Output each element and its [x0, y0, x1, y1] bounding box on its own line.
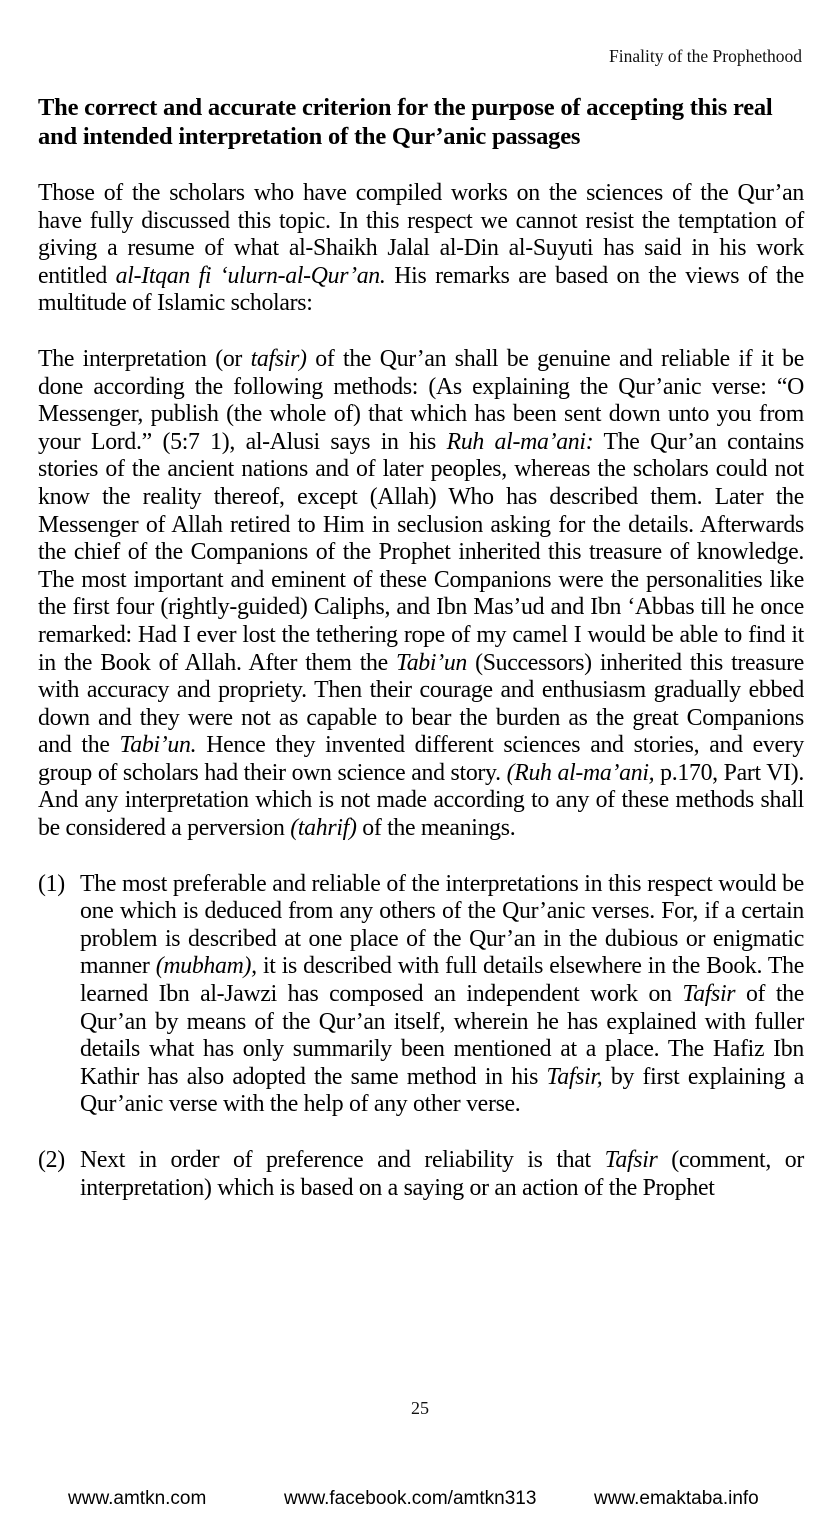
book-title: Ruh al-ma’ani: — [446, 428, 594, 455]
text-run: Hence they invented different sciences and stories, and every group of scholars had their own science and story. — [38, 732, 804, 786]
text-run: p.170, Part VI). And any interpretation which is not made according to any of these methods shall be considered a perversion — [38, 759, 804, 842]
paragraph-intro — [38, 180, 804, 318]
text-run: The interpretation (or — [38, 345, 251, 372]
italic-term: Tafsir — [682, 981, 736, 1008]
italic-term: (mubham), — [155, 953, 257, 980]
text-run: of the meanings. — [356, 815, 516, 842]
text-run: The Qur’an contains stories of the ancient nations and of later peoples, whereas the scholars could not know the reality thereof, except (Allah) Who has described them. Later the Messenger of Allah retired to Him in seclusion asking for the details. Afterwards the chief of the Companions of the Prophet inherited this treasure of knowledge. The most important and eminent of these Companions were the personalities like the first four (rightly-guided) Caliphs, and Ibn Mas’ud and Ibn ‘Abbas till he once remarked: Had I ever lost the tethering rope of my camel I would be able to find it in the Book of Allah. After them the — [38, 428, 805, 676]
book-title: (Ruh al-ma’ani, — [506, 759, 655, 786]
italic-term: (tahrif) — [290, 815, 357, 842]
list-item-1 — [38, 870, 805, 1119]
paragraph-interpretation — [38, 346, 804, 843]
list-number: (2) — [38, 1147, 65, 1173]
body-text — [38, 180, 804, 1230]
section-heading: The correct and accurate criterion for the purpose of accepting this real and intended interpretation of the Qur’anic passages — [38, 94, 773, 150]
italic-term: Tafsir — [604, 1147, 658, 1173]
italic-term: tafsir) — [250, 345, 307, 372]
text-run: His remarks are based on the views of the multitude of Islamic scholars: — [38, 262, 804, 317]
text-run: Those of the scholars who have compiled works on the sciences of the Qur’an have fully discussed this topic. In this respect we cannot resist the temptation of giving a resume of what al-Shaikh Jalal al-Din al-Suyuti has said in his work entitled — [38, 180, 804, 289]
text-run: (comment, or interpretation) which is based on a saying or an action of the Prophet — [80, 1147, 804, 1201]
list-number: (1) — [38, 870, 65, 897]
text-run: The most preferable and reliable of the interpretations in this respect would be one which is deduced from any others of the Qur’anic verses. For, if a certain problem is described at one place of the Qur’an in the dubious or enigmatic manner — [80, 870, 804, 980]
book-title: al-Itqan fi ‘ulurn-al-Qur’an. — [115, 262, 386, 289]
text-run: it is described with full details elsewhere in the Book. The learned Ibn al-Jawzi has composed an independent work on — [80, 953, 804, 1008]
text-run: Next in order of preference and reliability is that — [80, 1147, 605, 1173]
page-number: 25 — [411, 1398, 429, 1418]
text-run: (Successors) inherited this treasure with accuracy and propriety. Then their courage and enthusiasm gradually ebbed down and they were not as capable to bear the burden as the great Companions and the — [38, 649, 804, 759]
italic-term: Tabi’un — [395, 649, 468, 676]
footer-link-emaktaba[interactable]: www.emaktaba.info — [594, 1488, 759, 1509]
footer-link-amtkn[interactable]: www.amtkn.com — [68, 1488, 207, 1509]
italic-term: Tabi’un. — [119, 732, 197, 759]
text-run: of the Qur’an by means of the Qur’an itself, wherein he has explained with fuller details what has only summarily been mentioned at a place. The Hafiz Ibn Kathir has also adopted the same method in his — [80, 981, 805, 1090]
running-head: Finality of the Prophethood — [609, 46, 802, 66]
footer-link-facebook[interactable]: www.facebook.com/amtkn313 — [284, 1488, 537, 1509]
text-run: of the Qur’an shall be genuine and reliable if it be done according the following methods: (As explaining the Qur’anic verse: “O Messenger, publish (the whole of) that which has been sent down unto you from your Lord.” (5:7 1), al-Alusi says in his — [38, 345, 804, 455]
text-run: by first explaining a Qur’anic verse with the help of any other verse. — [80, 1063, 805, 1118]
italic-term: Tafsir, — [546, 1063, 603, 1090]
list-item-2 — [38, 1147, 804, 1202]
